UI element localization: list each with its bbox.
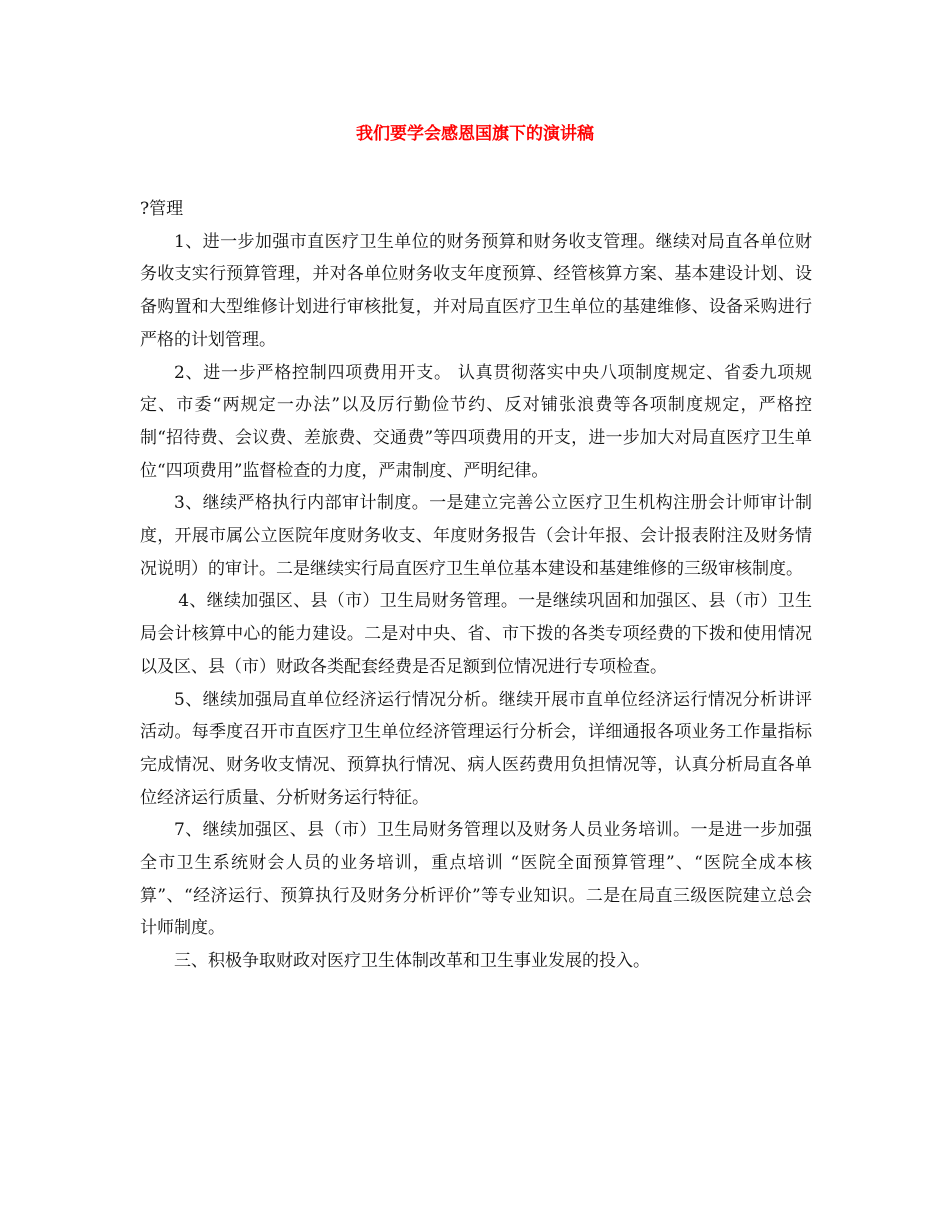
paragraph-item-5: 5、继续加强局直单位经济运行情况分析。继续开展市直单位经济运行情况分析讲评活动。每季度召开市直医疗卫生单位经济管理运行分析会，详细通报各项业务工作量指标完成情况、财务收支情况、预算执行情况、病人医药费用负担情况等，认真分析局直各单位经济运行质量、分析财务运行特征。: [140, 689, 812, 808]
paragraph-item-2: 2、进一步严格控制四项费用开支。 认真贯彻落实中央八项制度规定、省委九项规定、市委“两规定一办法”以及厉行勤俭节约、反对铺张浪费等各项制度规定，严格控制“招待费、会议费、差旅费、交通费”等四项费用的开支，进一步加大对局直医疗卫生单位“四项费用”监督检查的力度，严肃制度、严明纪律。: [140, 362, 812, 481]
document-title: 我们要学会感恩国旗下的演讲稿: [356, 124, 594, 144]
section-heading-fragment: ?管理: [140, 199, 184, 219]
paragraph-item-3: 3、继续严格执行内部审计制度。一是建立完善公立医疗卫生机构注册会计师审计制度，开展市属公立医院年度财务收支、年度财务报告（会计年报、会计报表附注及财务情况说明）的审计。二是继续实行局直医疗卫生单位基本建设和基建维修的三级审核制度。: [140, 493, 812, 579]
paragraph-item-4: 4、继续加强区、县（市）卫生局财务管理。一是继续巩固和加强区、县（市）卫生局会计核算中心的能力建设。二是对中央、省、市下拨的各类专项经费的下拨和使用情况以及区、县（市）财政各类配套经费是否足额到位情况进行专项检查。: [140, 591, 812, 677]
document-body: [140, 193, 812, 978]
section-heading-three: 三、积极争取财政对医疗卫生体制改革和卫生事业发展的投入。: [174, 951, 650, 972]
paragraph-item-7: 7、继续加强区、县（市）卫生局财务管理以及财务人员业务培训。一是进一步加强全市卫生系统财会人员的业务培训，重点培训 “医院全面预算管理”、“医院全成本核算”、“经济运行、预算执行及财务分析评价”等专业知识。二是在局直三级医院建立总会计师制度。: [140, 820, 812, 939]
paragraph-item-1: 1、进一步加强市直医疗卫生单位的财务预算和财务收支管理。继续对局直各单位财务收支实行预算管理，并对各单位财务收支年度预算、经管核算方案、基本建设计划、设备购置和大型维修计划进行审核批复，并对局直医疗卫生单位的基建维修、设备采购进行严格的计划管理。: [140, 231, 812, 350]
